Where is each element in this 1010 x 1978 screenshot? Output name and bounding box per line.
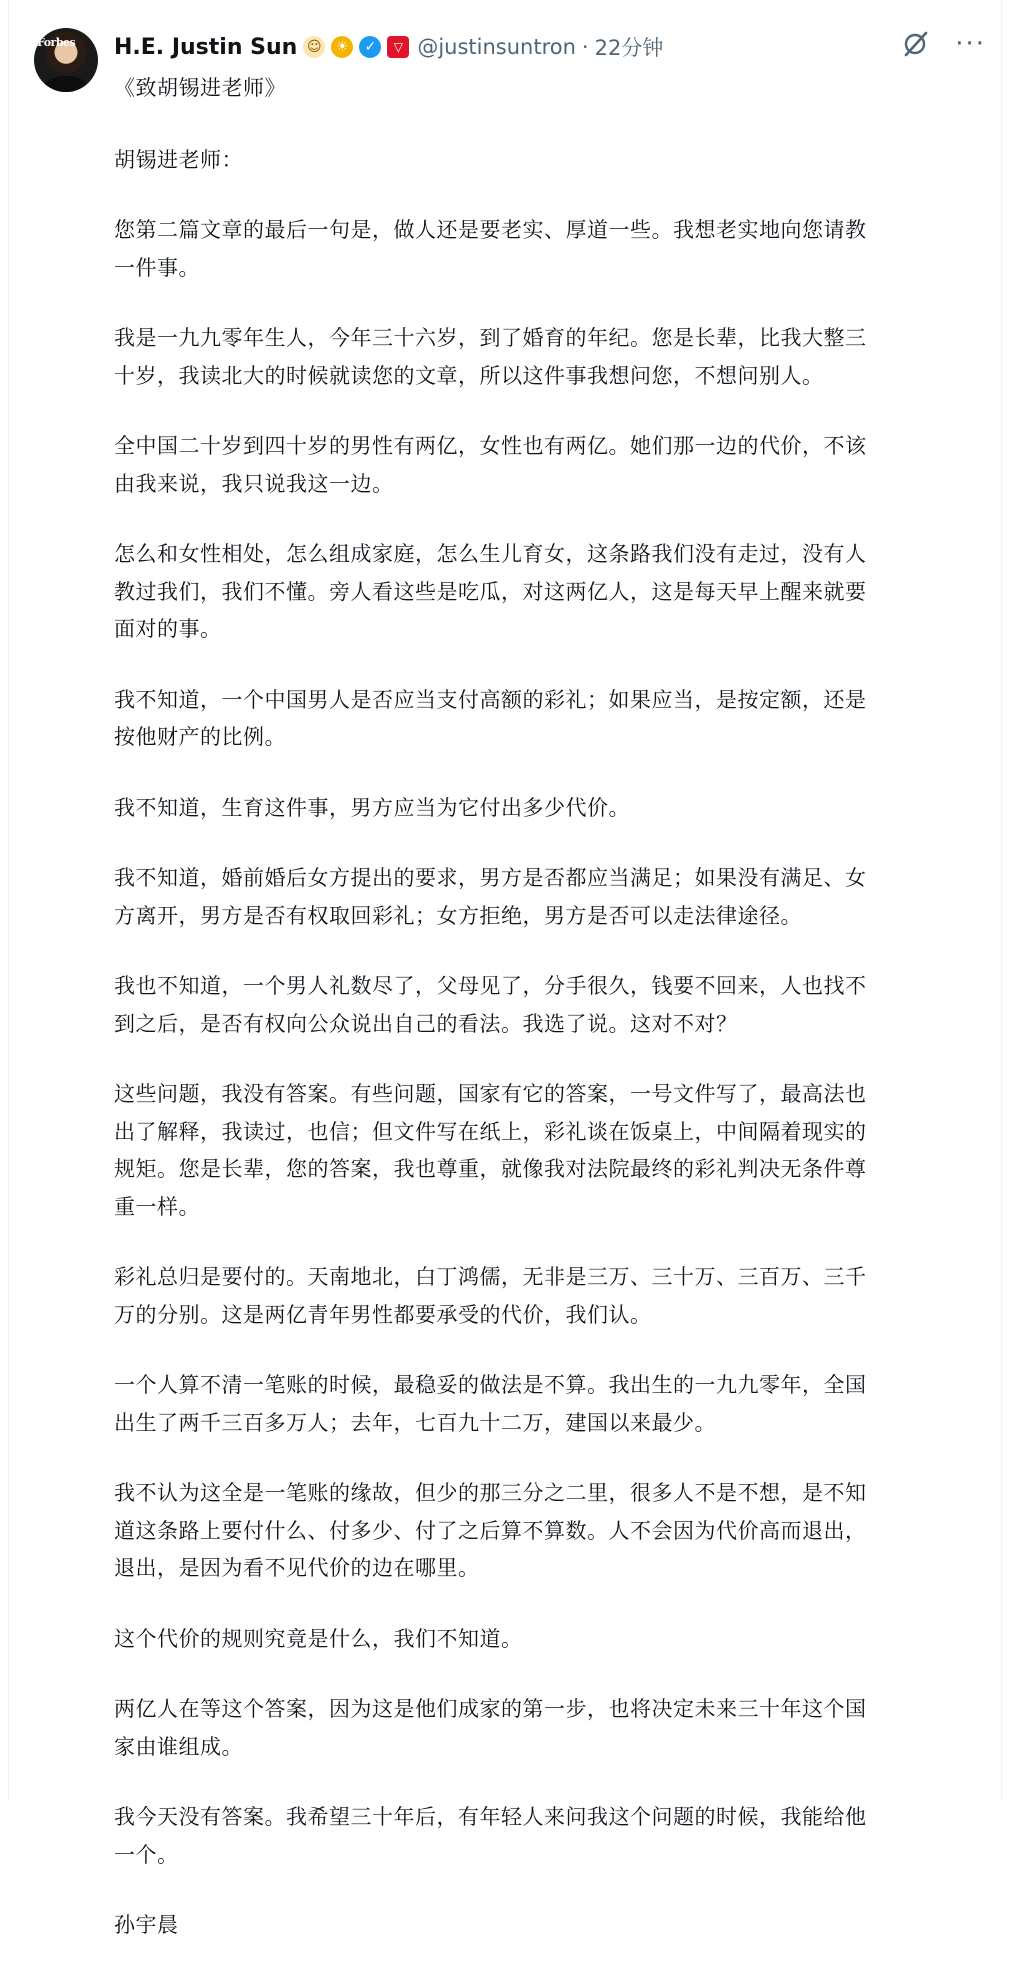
author-handle[interactable]: @justinsuntron — [417, 35, 576, 59]
post-paragraph: 彩礼总归是要付的。天南地北，白丁鸿儒，无非是三万、三十万、三百万、三千 万的分别。这是两亿青年男性都要承受的代价，我们认。 — [114, 1265, 867, 1327]
post-signature: 孙宇晨 — [114, 1913, 179, 1937]
post-time[interactable]: 22分钟 — [594, 36, 664, 60]
post-body — [114, 70, 986, 1978]
more-options-icon[interactable]: ··· — [955, 29, 986, 59]
verified-badge-icon[interactable]: ✓ — [359, 36, 381, 58]
avatar[interactable] — [34, 28, 98, 92]
post-paragraph: 这个代价的规则究竟是什么，我们不知道。 — [114, 1626, 523, 1651]
person-emoji-icon: ☺ — [303, 36, 325, 58]
post-header — [114, 30, 990, 64]
post-paragraph: 一个人算不清一笔账的时候，最稳妥的做法是不算。我出生的一九九零年，全国 出生了两千三百多万人；去年，七百九十二万，建国以来最少。 — [114, 1373, 867, 1435]
sun-emoji-icon: ☀ — [331, 36, 353, 58]
tron-logo-icon: ▽ — [387, 36, 409, 58]
separator-dot: · — [581, 35, 589, 59]
post-paragraph: 怎么和女性相处，怎么组成家庭，怎么生儿育女，这条路我们没有走过，没有人 教过我们，我们不懂。旁人看这些是吃瓜，对这两亿人，这是每天早上醒来就要 面对的事。 — [114, 542, 867, 641]
post-actions — [901, 30, 986, 58]
post-title: 《致胡锡进老师》 — [114, 76, 286, 100]
post-paragraph: 我也不知道，一个男人礼数尽了，父母见了，分手很久，钱要不回来，人也找不 到之后，是否有权向公众说出自己的看法。我选了说。这对不对？ — [114, 974, 867, 1036]
avatar-portrait — [44, 76, 88, 92]
post-paragraph: 这些问题，我没有答案。有些问题，国家有它的答案，一号文件写了，最高法也 出了解释，我读过，也信；但文件写在纸上，彩礼谈在饭桌上，中间隔着现实的 规矩。您是长辈，您的答案，我也尊重，就像我对法院最终的彩礼判决无条件尊 重一样。 — [114, 1082, 867, 1219]
post-paragraph: 我不认为这全是一笔账的缘故，但少的那三分之二里，很多人不是不想，是不知 道这条路上要付什么、付多少、付了之后算不算数。人不会因为代价高而退出， 退出，是因为看不见代价的边在哪里。 — [114, 1481, 867, 1580]
post-paragraph: 我不知道，一个中国男人是否应当支付高额的彩礼；如果应当，是按定额，还是 按他财产的比例。 — [114, 687, 867, 749]
post-paragraph: 胡锡进老师： — [114, 147, 243, 172]
post-paragraph: 我是一九九零年生人，今年三十六岁，到了婚育的年纪。您是长辈，比我大整三 十岁，我读北大的时候就读您的文章，所以这件事我想问您，不想问别人。 — [114, 326, 867, 388]
post-paragraph: 我今天没有答案。我希望三十年后，有年轻人来问我这个问题的时候，我能给他 一个。 — [114, 1805, 867, 1867]
post-paragraph: 我不知道，婚前婚后女方提出的要求，男方是否都应当满足；如果没有满足、女 方离开，男方是否有权取回彩礼；女方拒绝，男方是否可以走法律途径。 — [114, 866, 867, 928]
grok-icon[interactable] — [901, 30, 929, 58]
post-paragraph: 您第二篇文章的最后一句是，做人还是要老实、厚道一些。我想老实地向您请教 一件事。 — [114, 218, 867, 280]
post-paragraph: 我不知道，生育这件事，男方应当为它付出多少代价。 — [114, 795, 630, 820]
avatar-label: Forbes — [37, 36, 76, 49]
author-name[interactable]: H.E. Justin Sun — [114, 34, 298, 60]
post-paragraph: 全中国二十岁到四十岁的男性有两亿，女性也有两亿。她们那一边的代价，不该 由我来说，我只说我这一边。 — [114, 434, 867, 496]
post-paragraph: 两亿人在等这个答案，因为这是他们成家的第一步，也将决定未来三十年这个国 家由谁组成。 — [114, 1697, 867, 1759]
